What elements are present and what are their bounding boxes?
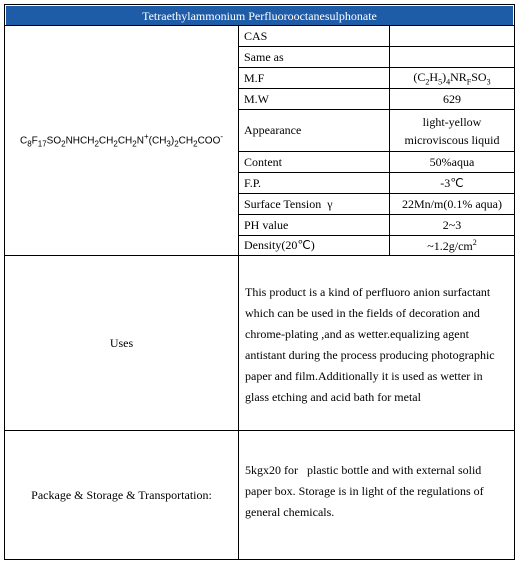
formula-subscript: 2 bbox=[94, 139, 99, 149]
formula-subscript: 2 bbox=[61, 139, 66, 149]
formula-part: CH bbox=[98, 135, 114, 147]
property-value-appearance bbox=[390, 110, 514, 151]
mf-subscript: 4 bbox=[446, 77, 451, 87]
property-value-surface-tension: 22Mn/m(0.1% aqua) bbox=[402, 196, 502, 211]
property-label-cas: CAS bbox=[244, 28, 268, 43]
package-text: 5kgx20 for plastic bottle and with external solid paper box. Storage is in light of the regulations of general chemicals. bbox=[245, 463, 487, 519]
mf-part: NR bbox=[450, 69, 467, 84]
property-label-mf: M.F bbox=[244, 70, 265, 85]
appearance-line: light-yellow bbox=[422, 114, 482, 129]
property-label-fp: F.P. bbox=[244, 175, 262, 190]
density-value: ~1.2g/cm bbox=[427, 238, 473, 253]
formula-subscript: 2 bbox=[174, 139, 179, 149]
table-title: Tetraethylammonium Perfluorooctanesulphonate bbox=[6, 6, 513, 26]
formula-subscript: 8 bbox=[27, 139, 32, 149]
mf-part: ) bbox=[442, 69, 447, 84]
property-label-appearance: Appearance bbox=[244, 123, 302, 137]
property-value-content: 50%aqua bbox=[429, 154, 475, 169]
package-label: Package & Storage & Transportation: bbox=[31, 488, 212, 502]
mf-part: H bbox=[429, 69, 439, 84]
structure-formula bbox=[5, 26, 238, 255]
density-superscript: 2 bbox=[472, 237, 477, 247]
formula-part: SO bbox=[46, 135, 62, 147]
property-label-same-as: Same as bbox=[244, 49, 284, 64]
mf-part: SO bbox=[471, 69, 487, 84]
formula-subscript: 2 bbox=[113, 139, 118, 149]
formula-part: CH bbox=[117, 135, 133, 147]
formula-subscript: 2 bbox=[193, 139, 198, 149]
property-label-density: Density(20℃) bbox=[244, 238, 315, 252]
formula-part: F bbox=[31, 135, 38, 147]
property-value-ph: 2~3 bbox=[442, 217, 462, 232]
formula-part: COO bbox=[197, 135, 221, 147]
mf-subscript: 2 bbox=[425, 77, 430, 87]
uses-label: Uses bbox=[109, 335, 134, 350]
formula-subscript: 2 bbox=[132, 139, 137, 149]
uses-text: This product is a kind of perfluoro anion surfactant which can be used in the fields of decoration and chrome-plating ,and as wetter.equalizing agent antistant during the process producing photographic paper and film.Additionally it is used as wetter in glass etching and acid bath for metal bbox=[245, 285, 495, 404]
formula-subscript: 3 bbox=[166, 139, 171, 149]
formula-part: ) bbox=[170, 135, 175, 147]
formula-superscript: - bbox=[220, 132, 224, 142]
formula-part: C bbox=[19, 135, 28, 147]
property-value-same-as bbox=[390, 47, 514, 67]
property-value-fp: -3℃ bbox=[440, 175, 464, 190]
mf-subscript: 5 bbox=[438, 77, 443, 87]
formula-part: N bbox=[136, 135, 144, 147]
property-label-ph: PH value bbox=[244, 217, 289, 232]
formula-superscript: + bbox=[143, 132, 149, 142]
formula-part: NHCH bbox=[65, 135, 95, 147]
mf-part: (C bbox=[413, 69, 426, 84]
property-value-cas bbox=[390, 26, 514, 46]
property-label-mw: M.W bbox=[244, 91, 269, 106]
mf-subscript: F bbox=[466, 77, 472, 87]
property-value-mf bbox=[390, 68, 514, 88]
property-label-content: Content bbox=[244, 154, 282, 169]
appearance-line: microviscous liquid bbox=[404, 132, 500, 147]
formula-part: (CH bbox=[148, 135, 167, 147]
property-value-mw: 629 bbox=[443, 91, 461, 106]
mf-subscript: 3 bbox=[486, 77, 491, 87]
formula-part: CH bbox=[178, 135, 194, 147]
property-value-density bbox=[390, 236, 514, 255]
property-label-surface-tension: Surface Tension γ bbox=[244, 196, 333, 211]
formula-subscript: 17 bbox=[37, 139, 47, 149]
